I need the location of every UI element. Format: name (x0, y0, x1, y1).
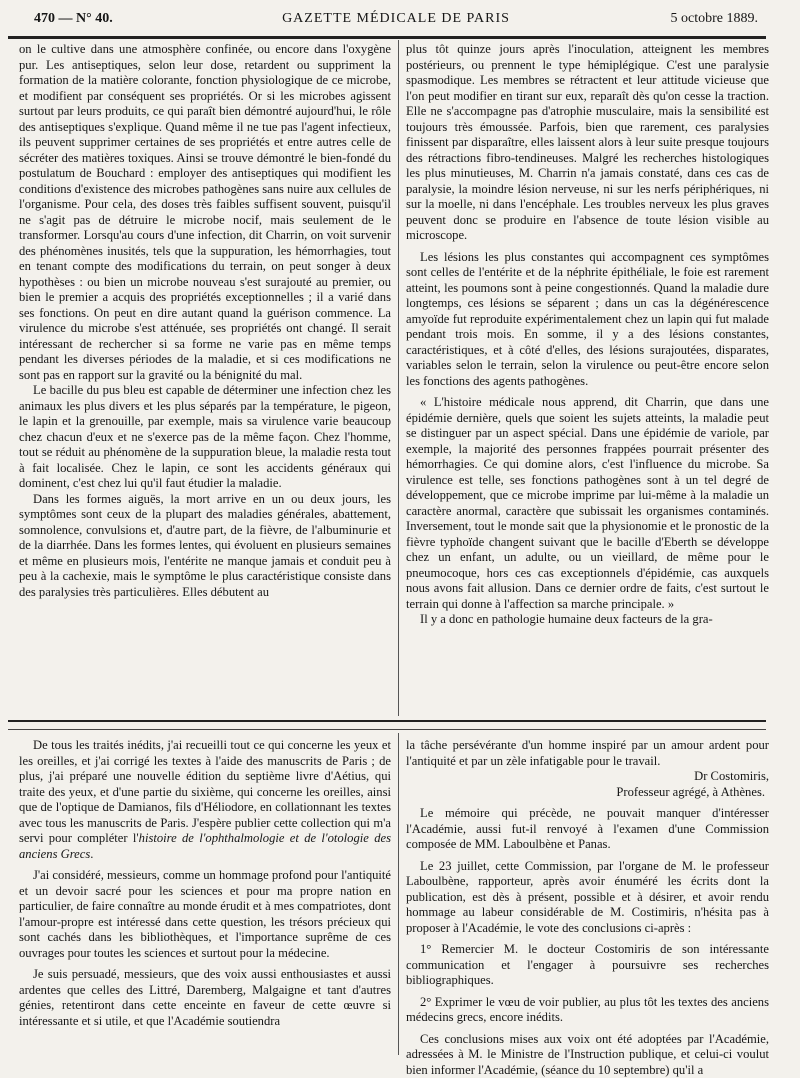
paragraph: J'ai considéré, messieurs, comme un hommage profond pour l'antiquité et un devoir sacré pour les sciences et pour ma propre nation en particulier, de faire connaître au monde érudit et à mes compatriotes, dont l'amour-propre est intéressé dans cette question, les trésors précieux qui sont cachés dans les bibliothèques, et l'importance suprême de ces ouvrages pour toutes les sciences et surtout pour la médecine. (19, 868, 391, 961)
feuilleton-rule (8, 720, 766, 722)
article-column-right (406, 42, 769, 628)
feuilleton-rule-thin (8, 729, 766, 730)
feuilleton-column-left (19, 738, 391, 1029)
book-title: histoire de l'ophthalmologie et de l'otologie des anciens Grecs (19, 831, 391, 861)
paragraph: Le 23 juillet, cette Commission, par l'organe de M. le professeur Laboulbène, rapporteur, après avoir énuméré les écrits dont la publication, est dès à présent, possible et à désirer, et avoir rendu hommage au labeur considérable de M. Costimiris, n'hésita pas à proposer à l'Académie, le vote des conclusions ci-après : (406, 859, 769, 937)
header-rule (8, 36, 766, 39)
paragraph: la tâche persévérante d'un homme inspiré par un amour ardent pour l'antiquité et par un zèle infatigable pour le travail. (406, 738, 769, 769)
column-divider-lower (398, 733, 399, 1055)
paragraph: Les lésions les plus constantes qui accompagnent ces symptômes sont celles de l'entérite et de la néphrite épithéliale, le foie est rarement atteint, les poumons sont à peine congestionnés. Quand la maladie dure longtemps, ces lésions se séparent ; dans un cas la dégénérescence amyoïde fut reproduite expérimentalement chez un lapin qui fut malade pendant trois mois. En somme, il y a des lésions constantes, caractéristiques, et à côté d'elles, des lésions surajoutées, disparates, variables selon le terrain, selon la virulence ou peut-être encore selon les fonctions des agents pathogènes. (406, 250, 769, 390)
quote-paragraph: « L'histoire médicale nous apprend, dit Charrin, que dans une épidémie dernière, quels que soient les sujets atteints, la maladie peut se distinguer par un aspect spécial. Dans une épidémie de variole, par exemple, la majorité des personnes frappées pourrait présenter des hémorrhagies. Ce qui domine alors, c'est l'influence du microbe. Sa virulence est telle, ses fonctions pathogènes sont à un tel degré de développement, que ce microbe imprime par lui-même à la maladie un caractère anormal, caractère que subissait les organismes contaminés. Inversement, tout le monde sait que la physionomie et le pronostic de la fièvre typhoïde changent suivant que le bacille d'Eberth se développe chez un enfant, un adulte, ou un vieillard, de même pour le pneumocoque, hors ces cas exceptionnels d'épidémie, cas auxquels nous avons fait allusion. Dans ce dernier ordre de faits, c'est surtout le terrain qui donne à l'affection sa marche principale. » (406, 395, 769, 612)
paragraph: plus tôt quinze jours après l'inoculation, atteignent les membres postérieurs, ou prennent le type hémiplégique. C'est une paralysie spasmodique. Les membres se rétractent et leur attitude vicieuse que l'on peut modifier en tirant sur eux, reparaît dès qu'on cesse la traction. Elle ne s'accompagne pas d'atrophie musculaire, mais la sensibilité est toujours très émoussée. Parfois, bien que rarement, ces paralysies finissent par disparaître, elles laissent alors à leur suite presque toujours des rétractions fibro-tendineuses. Malgré les recherches histologiques les plus minutieuses, M. Charrin n'a jamais constaté, dans ces cas de paralysie, la moindre lésion nerveuse, ni sur les nerfs périphériques, ni sur la moelle, ni dans l'encéphale. Les troubles nerveux les plus graves peuvent donc se produire en l'absence de toute lésion visible au microscope. (406, 42, 769, 244)
page-header (34, 8, 758, 30)
paragraph: Le mémoire qui précède, ne pouvait manquer d'intéresser l'Académie, aussi fut-il renvoyé à l'examen d'une Commission composée de MM. Laboulbène et Panas. (406, 806, 769, 853)
paragraph: Il y a donc en pathologie humaine deux facteurs de la gra- (406, 612, 769, 628)
paragraph: 1° Remercier M. le docteur Costomiris de son intéressante communication et l'engager à poursuivre ses recherches bibliographiques. (406, 942, 769, 989)
issue-date: 5 octobre 1889. (671, 8, 758, 30)
column-divider (398, 40, 399, 716)
paragraph: on le cultive dans une atmosphère confinée, ou encore dans l'oxygène pur. Les antiseptiques, selon leur dose, retardent ou suppriment la formation de la matière colorante, fonction physiologique de ce microbe, et modifient par conséquent ses propriétés. Or si les microbes agissent surtout par leurs produits, ce qui paraît bien démontré aujourd'hui, le rôle des antiseptiques s'explique. Quand même il ne tue pas l'agent infectieux, ils peuvent supprimer certaines de ses propriétés et entre autres celle de sécréter des matières toxiques. Ainsi se trouve démontré le bien-fondé du postulatum de Bouchard : employer des antiseptiques qui modifient les conditions d'existence des microbes pathogènes sans nuire aux cellules de l'organisme. Pour cela, des doses très faibles suffisent souvent, puisqu'il ne s'agit pas de détruire le microbe nocif, mais seulement de le transformer. Lorsqu'au cours d'une infection, dit Charrin, on voit survenir des phénomènes inusités, tels que la suppuration, les hémorrhagies, tout en tenant compte des modifications du terrain, on peut songer à deux hypothèses : ou bien un microbe nouveau s'est surajouté au premier, ou bien le premier a acquis des propriétés exceptionnelles ; il a varié dans ses fonctions. On peut en dire autant quand la guérison commence. La virulence du microbe s'est atténuée, ses propriétés ont changé. Il serait intéressant de rechercher si sa forme ne varie pas en même temps pendant les diverses périodes de la maladie, et si ces modifications ne sont pas en rapport sur la gravité ou la bénignité du mal. (19, 42, 391, 383)
feuilleton-column-right (406, 738, 769, 1078)
signature-title: Professeur agrégé, à Athènes. (406, 785, 765, 801)
signature-name: Dr Costomiris, (406, 769, 769, 785)
paragraph: Dans les formes aiguës, la mort arrive en un ou deux jours, les symptômes sont ceux de la plupart des maladies générales, abattement, somnolence, convulsions et, d'autre part, de la fièvre, de l'albuminurie et de la diarrhée. Dans les formes lentes, qui évoluent en plusieurs semaines et même en plusieurs mois, l'entérite ne manque jamais et conduit peu à peu à la cachexie, mais le symptôme le plus caractéristique consiste dans des paralysies très particulières. Elles débutent au (19, 492, 391, 601)
paragraph: De tous les traités inédits, j'ai recueilli tout ce qui concerne les yeux et les oreilles, et j'ai corrigé les textes à l'aide des manuscrits de Paris ; de plus, j'ai préparé une nouvelle édition du septième livre d'Aétius, qui traite des yeux, et d'une partie du sixième, qui concerne les oreilles, ainsi que de l'optique de Damianos, fils d'Héliodore, en collationnant les textes avec tous les manuscrits de Paris. J'espère publier cette collection qui m'a servi pour compléter l'histoire de l'ophthalmologie et de l'otologie des anciens Grecs. (19, 738, 391, 862)
journal-title: GAZETTE MÉDICALE DE PARIS (34, 8, 758, 30)
paragraph: Le bacille du pus bleu est capable de déterminer une infection chez les animaux les plus divers et les plus séparés par la température, le pigeon, le lapin et la grenouille, par exemple, mais sa virulence varie beaucoup chez chacun d'eux et ne s'exerce pas de la même façon. Chez l'homme, tout se réduit au phénomène de la suppuration bleue, la maladie resta tout à fait localisée. Chez le lapin, ce sont les accidents généraux qui dominent, c'est chez lui qu'il faut étudier la maladie. (19, 383, 391, 492)
article-column-left (19, 42, 391, 600)
page-number: 470 — N° 40. (34, 8, 113, 30)
paragraph: Ces conclusions mises aux voix ont été adoptées par l'Académie, adressées à M. le Ministre de l'Instruction publique, et celui-ci voulut bien informer l'Académie, (séance du 10 septembre) qu'il a (406, 1032, 769, 1078)
paragraph: Je suis persuadé, messieurs, que des voix aussi enthousiastes et aussi ardentes que celles des Littré, Daremberg, Malgaigne et tant d'autres génies, retentiront dans cette enceinte en faveur de cette œuvre si intéressante et si utile, et que l'Académie soutiendra (19, 967, 391, 1029)
paragraph: 2° Exprimer le vœu de voir publier, au plus tôt les textes des anciens médecins grecs, encore inédits. (406, 995, 769, 1026)
